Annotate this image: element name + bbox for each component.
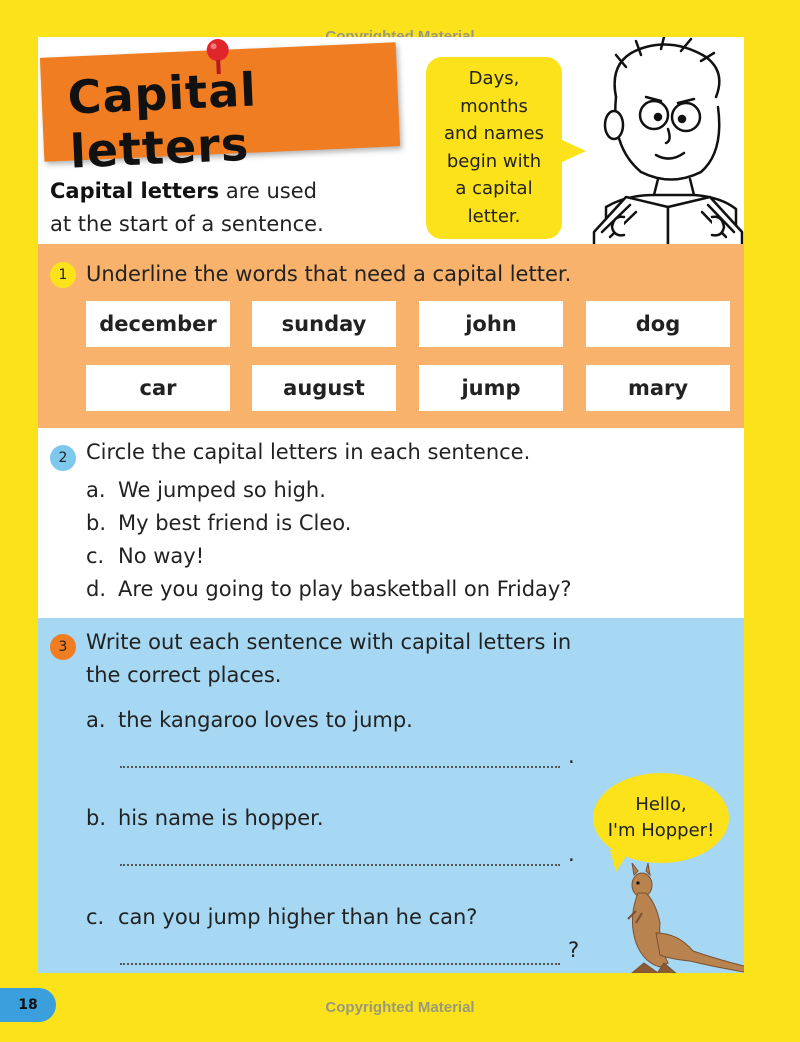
hello-line: I'm Hopper!: [607, 820, 715, 841]
sentence-item[interactable]: [86, 540, 204, 573]
intro-bold: Capital letters: [50, 179, 220, 203]
item-text: We jumped so high.: [118, 478, 326, 502]
bubble-line: a capital: [455, 178, 533, 199]
question-number-1: 1: [50, 262, 76, 288]
section-2: [38, 428, 744, 618]
word-box[interactable]: jump: [419, 365, 563, 411]
tip-bubble: [426, 57, 562, 239]
item-text: can you jump higher than he can?: [118, 905, 478, 929]
item-letter: a.: [86, 478, 106, 502]
item-text: Are you going to play basketball on Friday?: [118, 577, 572, 601]
question-1-instruction: Underline the words that need a capital letter.: [86, 262, 572, 286]
intro-rest: are used: [219, 179, 317, 203]
question-number-3: 3: [50, 634, 76, 660]
kangaroo-icon: [598, 863, 744, 973]
item-letter: d.: [86, 577, 107, 601]
boy-reading-illustration: [586, 37, 744, 247]
page-title: Capital letters: [66, 62, 258, 179]
sentence-item: [86, 802, 324, 835]
sentence-item: [86, 704, 413, 737]
item-letter: c.: [86, 905, 105, 929]
sentence-item: [86, 901, 477, 934]
sentence-item[interactable]: [86, 573, 572, 606]
item-text: his name is hopper.: [118, 806, 324, 830]
item-letter: b.: [86, 511, 107, 535]
word-box[interactable]: december: [86, 301, 230, 347]
question-2-instruction: Circle the capital letters in each sentence.: [86, 440, 531, 464]
word-box[interactable]: john: [419, 301, 563, 347]
item-text: My best friend is Cleo.: [118, 511, 352, 535]
item-letter: b.: [86, 806, 107, 830]
question-number-2: 2: [50, 445, 76, 471]
worksheet-page: [38, 37, 744, 973]
word-box[interactable]: car: [86, 365, 230, 411]
word-box[interactable]: dog: [586, 301, 730, 347]
item-text: No way!: [118, 544, 205, 568]
item-text: the kangaroo loves to jump.: [118, 708, 413, 732]
hello-line: Hello,: [635, 794, 687, 815]
word-box[interactable]: sunday: [252, 301, 396, 347]
item-letter: c.: [86, 544, 105, 568]
bubble-line: begin with: [446, 150, 542, 172]
item-letter: a.: [86, 708, 106, 732]
watermark-bottom: Copyrighted Material: [325, 999, 475, 1016]
intro-text: [50, 175, 410, 241]
sentence-item[interactable]: [86, 507, 351, 540]
bubble-tail: [560, 139, 586, 163]
section-3: [38, 618, 744, 973]
bubble-line: and names: [443, 123, 544, 144]
word-box[interactable]: august: [252, 365, 396, 411]
answer-line-a[interactable]: [120, 766, 560, 768]
section-1: [38, 244, 744, 428]
bubble-line: Days,: [468, 68, 520, 89]
page-number: 18: [0, 988, 56, 1022]
end-punctuation: .: [568, 744, 575, 768]
bubble-line: letter.: [467, 205, 521, 227]
answer-line-b[interactable]: [120, 864, 560, 866]
word-box[interactable]: mary: [586, 365, 730, 411]
bubble-line: months: [460, 95, 528, 117]
sentence-item[interactable]: [86, 474, 326, 507]
end-punctuation: ?: [568, 938, 580, 962]
question-3-instruction-line1: Write out each sentence with capital letters in: [86, 630, 572, 654]
title-card: [40, 42, 400, 179]
intro-line2: at the start of a sentence.: [50, 212, 324, 236]
answer-line-c[interactable]: [120, 963, 560, 965]
end-punctuation: .: [568, 842, 575, 866]
question-3-instruction-line2: the correct places.: [86, 663, 282, 687]
